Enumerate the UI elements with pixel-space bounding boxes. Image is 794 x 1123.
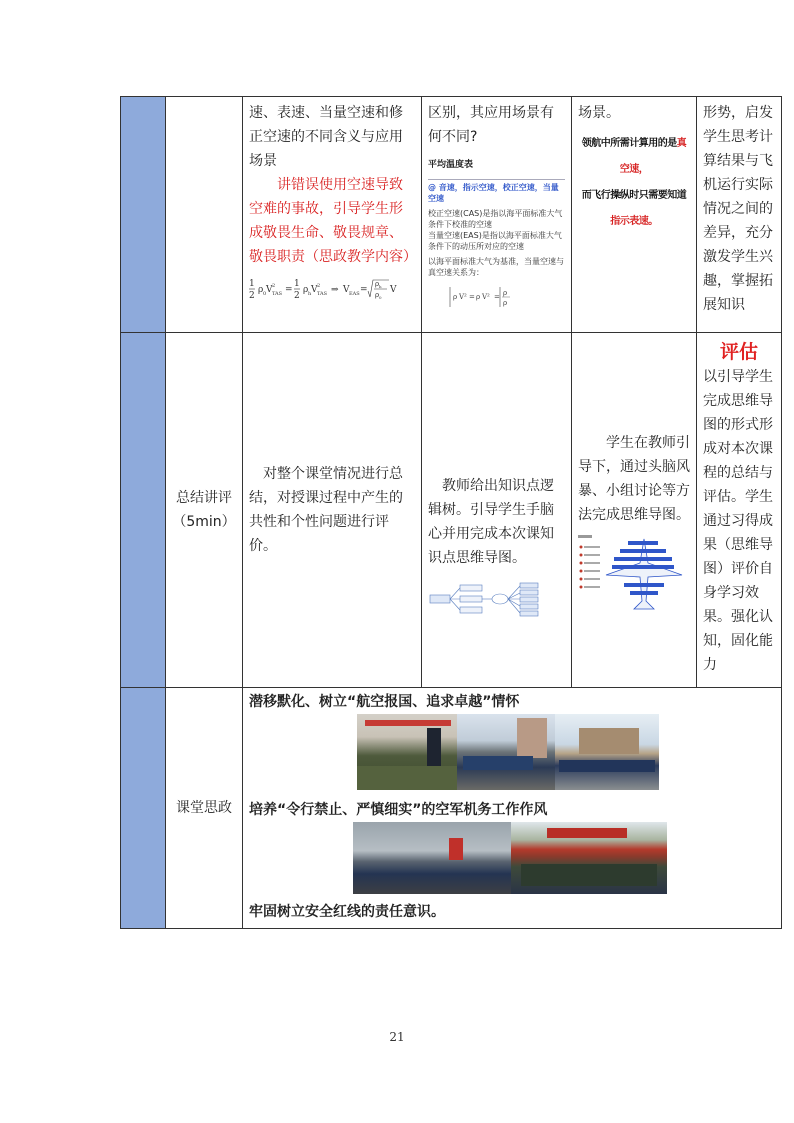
content-text: 场景。 bbox=[578, 105, 620, 121]
photo-strip bbox=[353, 822, 669, 894]
content-cell bbox=[697, 97, 782, 333]
svg-text:ρ: ρ bbox=[303, 285, 309, 295]
blue-stripe-cell bbox=[121, 333, 166, 688]
ideology-line: 牢固树立安全红线的责任意识。 bbox=[249, 904, 445, 920]
svg-text:ρ: ρ bbox=[503, 289, 508, 297]
svg-text:V: V bbox=[311, 285, 318, 295]
table-row bbox=[121, 97, 782, 333]
slide-title: 平均温度表 bbox=[428, 160, 474, 170]
svg-text:ρ: ρ bbox=[258, 285, 264, 295]
slide-line: 当量空速(EAS)是指以海平面标准大气条件下的动压所对应的空速 bbox=[428, 231, 562, 251]
stage-label: 课堂思政 bbox=[176, 800, 232, 816]
svg-text:V²: V² bbox=[459, 293, 467, 301]
evaluation-heading: 评估 bbox=[719, 341, 758, 363]
photo-classroom bbox=[357, 714, 457, 790]
content-cell bbox=[243, 97, 422, 333]
svg-text:1: 1 bbox=[294, 279, 300, 289]
logic-tree-graphic bbox=[428, 580, 546, 620]
photo-strip bbox=[357, 714, 659, 790]
svg-text:V: V bbox=[343, 285, 350, 295]
content-cell bbox=[243, 333, 422, 688]
content-text: 形势，启发学生思考计算结果与飞机运行实际情况之间的差异，充分激发学生兴趣，掌握拓展知识 bbox=[703, 105, 773, 313]
photo-parade-field bbox=[353, 822, 511, 894]
svg-text:0: 0 bbox=[263, 291, 267, 297]
svg-text:h: h bbox=[379, 284, 382, 289]
table-row bbox=[121, 688, 782, 929]
svg-text:=: = bbox=[469, 293, 475, 301]
photo-gate-assembly bbox=[511, 822, 667, 894]
blue-stripe-cell bbox=[121, 97, 166, 333]
ideology-note: 讲错误使用空速导致空难的事故，引导学生形成敬畏生命、敬畏规章、敬畏职责（思政教学内容） bbox=[249, 177, 417, 265]
stage-label: 总结讲评（5min） bbox=[172, 490, 236, 530]
svg-text:ρ: ρ bbox=[375, 280, 380, 288]
slide-line: 校正空速(CAS)是指以海平面标准大气条件下校准的空速 bbox=[428, 209, 563, 229]
ideology-content-cell bbox=[243, 688, 782, 929]
photo-marching bbox=[457, 714, 555, 790]
stage-label-cell bbox=[166, 688, 243, 929]
content-cell bbox=[572, 333, 697, 688]
svg-text:=: = bbox=[285, 285, 293, 295]
lecture-slide-thumbnail bbox=[428, 153, 565, 318]
svg-text:2: 2 bbox=[272, 283, 276, 289]
content-text: 学生在教师引导下，通过头脑风暴、小组讨论等方法完成思维导图。 bbox=[578, 435, 690, 523]
svg-text:ρ: ρ bbox=[453, 293, 458, 301]
content-cell bbox=[572, 97, 697, 333]
svg-text:h: h bbox=[308, 291, 312, 297]
content-text: 以引导学生完成思维导图的形式形成对本次课程的总结与评估。学生通过习得成果（思维导图）评价自身学习效果。强化认知，固化能力 bbox=[703, 369, 773, 673]
content-text: 教师给出知识点逻辑树。引导学生手脑心并用完成本次课知识点思维导图。 bbox=[428, 478, 554, 566]
slide-formula-graphic bbox=[448, 284, 528, 310]
svg-text:V: V bbox=[266, 285, 273, 295]
svg-text:EAS: EAS bbox=[349, 291, 360, 297]
svg-text:2: 2 bbox=[294, 291, 300, 301]
content-cell bbox=[422, 97, 572, 333]
svg-text:2: 2 bbox=[317, 283, 321, 289]
slide-line: 以海平面标准大气为基准，当量空速与真空速关系为： bbox=[428, 257, 564, 277]
svg-text:0: 0 bbox=[379, 295, 382, 300]
svg-text:V²: V² bbox=[482, 293, 490, 301]
svg-text:TAS: TAS bbox=[317, 291, 328, 297]
content-cell bbox=[422, 333, 572, 688]
svg-text:ρ: ρ bbox=[375, 291, 380, 299]
svg-text:=: = bbox=[360, 285, 368, 295]
svg-text:=: = bbox=[494, 293, 500, 301]
airspeed-formula bbox=[249, 275, 415, 313]
stage-label-cell bbox=[166, 333, 243, 688]
ideology-line: 培养“令行禁止、严慎细实”的空军机务工作作风 bbox=[249, 802, 548, 818]
table-row bbox=[121, 333, 782, 688]
mind-map-graphic bbox=[578, 533, 688, 613]
slide-snippet: 领航中所需计算用的是真空速， 而飞行操纵时只需要知道指示表速。 bbox=[581, 138, 687, 227]
svg-text:⇒: ⇒ bbox=[331, 285, 339, 295]
svg-text:1: 1 bbox=[249, 279, 255, 289]
svg-text:2: 2 bbox=[249, 291, 255, 301]
svg-text:ρ: ρ bbox=[503, 299, 508, 307]
lesson-table bbox=[120, 96, 782, 929]
formula-graphic bbox=[249, 275, 399, 303]
svg-text:V: V bbox=[390, 285, 397, 295]
svg-text:TAS: TAS bbox=[272, 291, 283, 297]
page-number: 21 bbox=[389, 1030, 405, 1044]
content-text: 区别，其应用场景有何不同? bbox=[428, 105, 554, 145]
content-text: 对整个课堂情况进行总结，对授课过程中产生的共性和个性问题进行评价。 bbox=[249, 466, 403, 554]
empty-cell bbox=[166, 97, 243, 333]
slide-line: @ 音速，指示空速，校正空速，当量空速 bbox=[428, 183, 559, 203]
blue-stripe-cell bbox=[121, 688, 166, 929]
svg-text:ρ: ρ bbox=[476, 293, 481, 301]
ideology-line: 潜移默化、树立“航空报国、追求卓越”情怀 bbox=[249, 694, 520, 710]
photo-formation bbox=[555, 714, 659, 790]
content-text: 速、表速、当量空速和修正空速的不同含义与应用场景 bbox=[249, 105, 403, 169]
content-cell bbox=[697, 333, 782, 688]
